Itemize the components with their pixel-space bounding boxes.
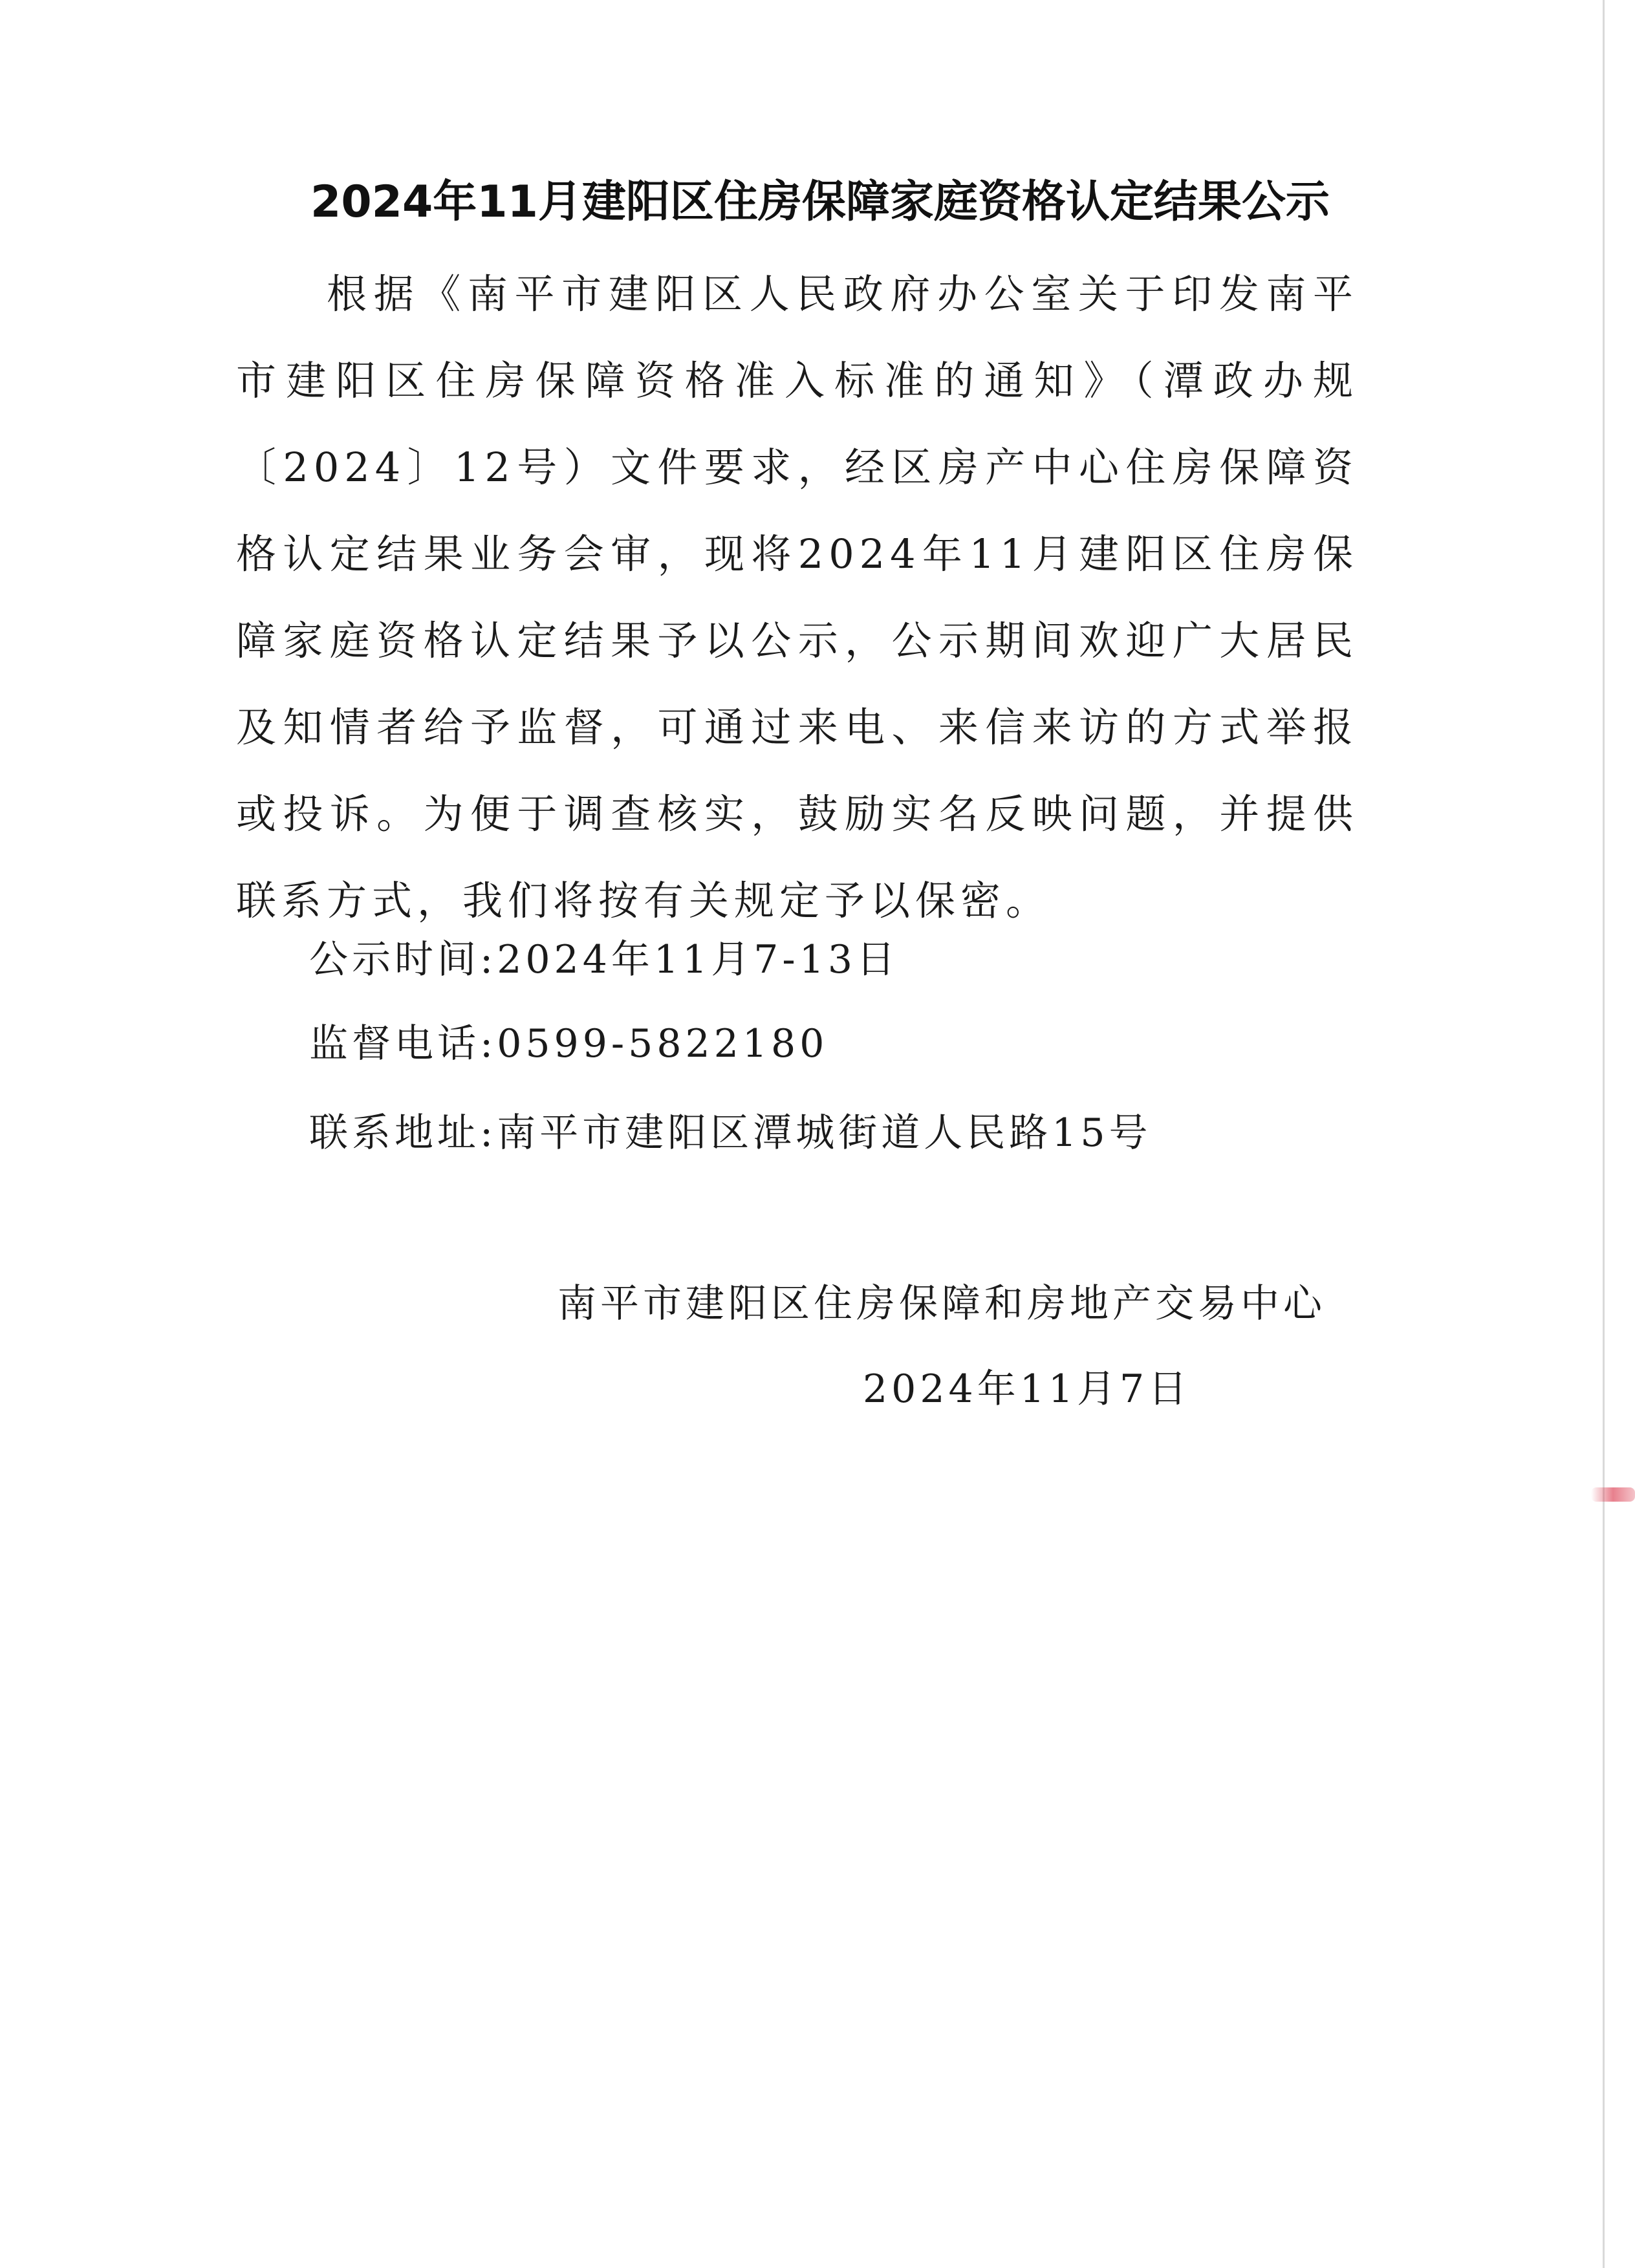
scan-edge-line <box>1603 0 1605 2268</box>
supervision-phone: 监督电话:0599-5822180 <box>309 1021 828 1066</box>
issue-date: 2024年11月7日 <box>863 1366 1191 1412</box>
red-ink-mark <box>1591 1487 1635 1502</box>
issuer-name: 南平市建阳区住房保障和房地产交易中心 <box>558 1281 1326 1326</box>
body-paragraph: 根据《南平市建阳区人民政府办公室关于印发南平市建阳区住房保障资格准入标准的通知》（潭政办规〔2024〕12号）文件要求，经区房产中心住房保障资格认定结果业务会审，现将2024年11月建阳区住房保障家庭资格认定结果予以公示，公示期间欢迎广大居民及知情者给予监督，可通过来电、来信来访的方式举报或投诉。为便于调查核实，鼓励实名反映问题，并提供联系方式，我们将按有关规定予以保密。 <box>236 270 1358 924</box>
contact-address: 联系地址:南平市建阳区潭城街道人民路15号 <box>309 1110 1152 1156</box>
document-title: 2024年11月建阳区住房保障家庭资格认定结果公示 <box>310 177 1330 228</box>
publicity-time: 公示时间:2024年11月7-13日 <box>309 937 900 982</box>
